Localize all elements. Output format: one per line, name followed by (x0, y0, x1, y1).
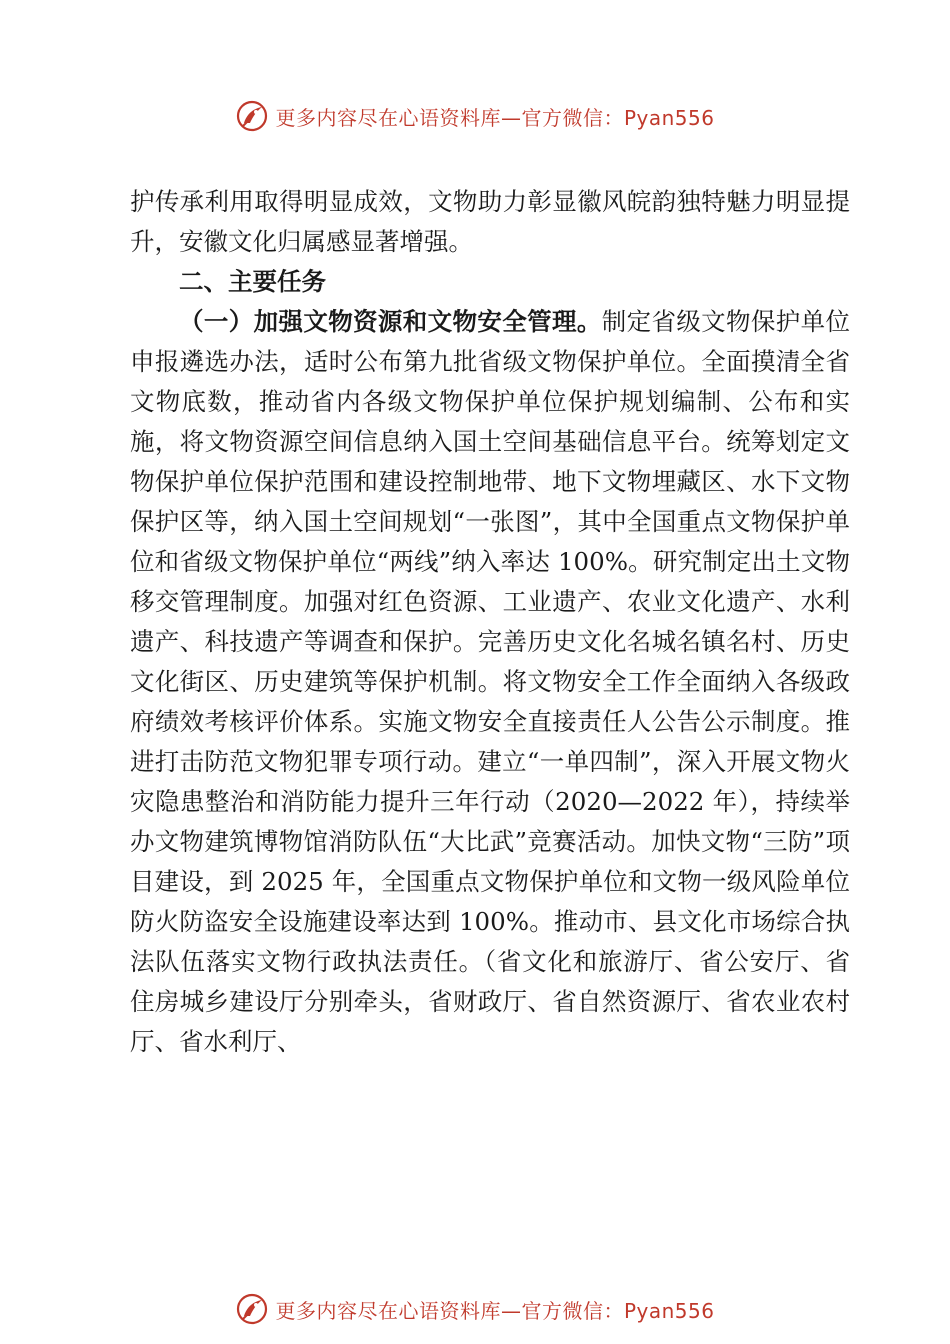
section-heading: 二、主要任务 (179, 267, 326, 296)
red-seal-pen-icon (235, 99, 269, 133)
document-body (130, 182, 850, 1062)
subsection-paragraph (130, 302, 850, 1062)
footer-watermark (0, 1287, 950, 1331)
paragraph-continuation: 护传承利用取得明显成效，文物助力彰显徽风皖韵独特魅力明显提升，安徽文化归属感显著增强。 (130, 187, 850, 256)
red-seal-pen-icon (235, 1292, 269, 1326)
watermark-text: 更多内容尽在心语资料库—官方微信：Pyan556 (275, 1298, 715, 1323)
watermark-text: 更多内容尽在心语资料库—官方微信：Pyan556 (275, 105, 715, 130)
header-watermark (0, 94, 950, 138)
subsection-text: 制定省级文物保护单位申报遴选办法，适时公布第九批省级文物保护单位。全面摸清全省文物底数，推动省内各级文物保护单位保护规划编制、公布和实施，将文物资源空间信息纳入国土空间基础信息平台。统筹划定文物保护单位保护范围和建设控制地带、地下文物埋藏区、水下文物保护区等，纳入国土空间规划“一张图”，其中全国重点文物保护单位和省级文物保护单位“两线”纳入率达 100%。研究制定出土文物移交管理制度。加强对红色资源、工业遗产、农业文化遗产、水利遗产、科技遗产等调查和保护。完善历史文化名城名镇名村、历史文化街区、历史建筑等保护机制。将文物安全工作全面纳入各级政府绩效考核评价体系。实施文物安全直接责任人公告公示制度。推进打击防范文物犯罪专项行动。建立“一单四制”，深入开展文物火灾隐患整治和消防能力提升三年行动（2020—2022 年），持续举办文物建筑博物馆消防队伍“大比武”竞赛活动。加快文物“三防”项目建设，到 2025 年，全国重点文物保护单位和文物一级风险单位防火防盗安全设施建设率达到 100%。推动市、县文化市场综合执法队伍落实文物行政执法责任。（省文化和旅游厅、省公安厅、省住房城乡建设厅分别牵头，省财政厅、省自然资源厅、省农业农村厅、省水利厅、 (130, 307, 851, 1056)
subsection-heading: （一）加强文物资源和文物安全管理。 (179, 307, 602, 336)
